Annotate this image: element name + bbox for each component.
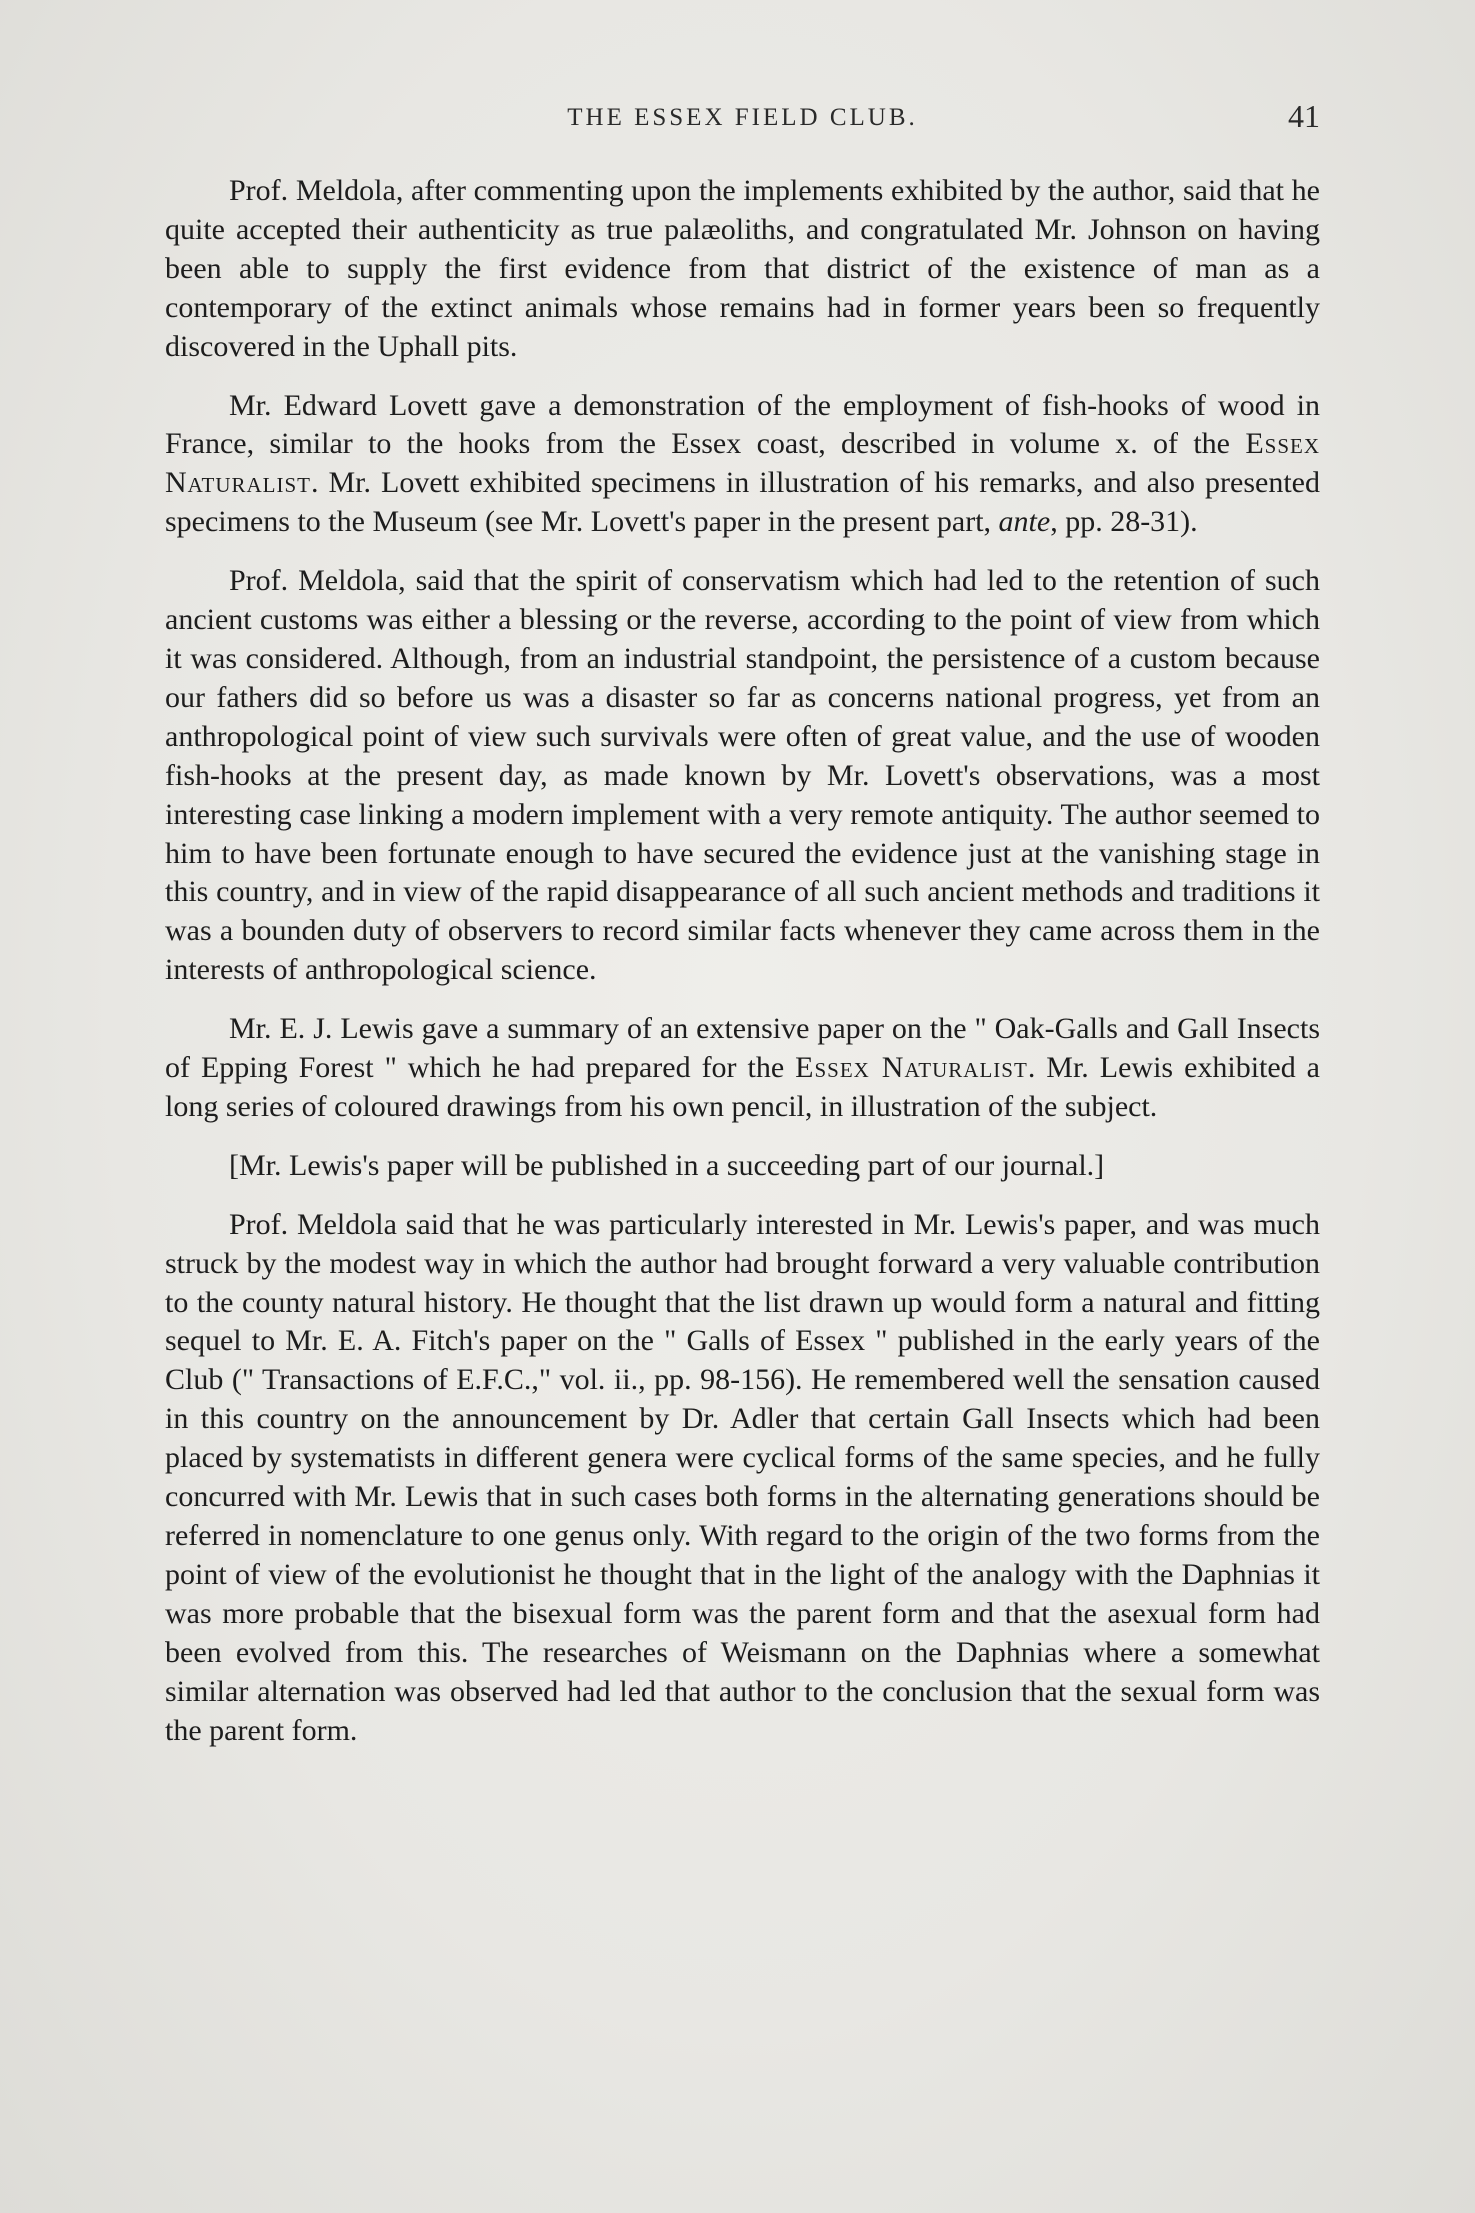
running-head: THE ESSEX FIELD CLUB.	[567, 104, 918, 131]
ante-reference: ante	[998, 505, 1051, 539]
paragraph-text: Mr. E. J. Lewis gave a summary of an extensive paper on the " Oak-Galls and Gall Insects of Epping Forest " which he had prepared for the	[165, 1012, 1320, 1085]
page-header	[165, 98, 1320, 144]
paragraph-text: . Mr. Lovett exhibited specimens in illustration of his remarks, and also presented specimens to the Museum (see Mr. Lovett's paper in the present part,	[165, 466, 1320, 539]
paragraph-text: , pp. 28-31).	[1050, 505, 1198, 539]
page-number: 41	[1288, 98, 1320, 134]
paragraph-text: Mr. Edward Lovett gave a demonstration of the employment of fish-hooks of wood in France, similar to the hooks from the Essex coast, described in volume x. of the	[165, 388, 1320, 461]
body-text	[165, 172, 1320, 1770]
paragraph-lovett-fish-hooks	[165, 387, 1320, 543]
paragraph-meldola-conservatism: Prof. Meldola, said that the spirit of conservatism which had led to the retention of such ancient customs was either a blessing or the reverse, according to the point of view from which it was considered. Although, from an industrial standpoint, the persistence of a custom because our fathers did so before us was a disaster so far as concerns national progress, yet from an anthropological point of view such survivals were often of great value, and the use of wooden fish-hooks at the present day, as made known by Mr. Lovett's observations, was a most interesting case linking a modern implement with a very remote antiquity. The author seemed to him to have been fortunate enough to have secured the evidence just at the vanishing stage in this country, and in view of the rapid disappearance of all such ancient methods and traditions it was a bounden duty of observers to record similar facts whenever they came across them in the interests of anthropological science.	[165, 564, 1320, 987]
paragraph-meldola-gall-insects: Prof. Meldola said that he was particularly interested in Mr. Lewis's paper, and was much struck by the modest way in which the author had brought forward a very valuable contribution to the county natural history. He thought that the list drawn up would form a natural and fitting sequel to Mr. E. A. Fitch's paper on the " Galls of Essex " published in the early years of the Club (" Transactions of E.F.C.," vol. ii., pp. 98-156). He remembered well the sensation caused in this country on the announcement by Dr. Adler that certain Gall Insects which had been placed by systematists in different genera were cyclical forms of the same species, and he fully concurred with Mr. Lewis that in such cases both forms in the alternating generations should be referred in nomenclature to one genus only. With regard to the origin of the two forms from the point of view of the evolutionist he thought that in the light of the analogy with the Daphnias it was more probable that the bisexual form was the parent form and that the asexual form had been evolved from this. The researches of Weismann on the Daphnias where a somewhat similar alternation was observed had led that author to the conclusion that the sexual form was the parent form.	[165, 1207, 1320, 1747]
paragraph-lewis-galls	[165, 1010, 1320, 1127]
journal-title: Essex Naturalist	[795, 1051, 1028, 1085]
paragraph-text: . Mr. Lewis exhibited a long series of coloured drawings from his own pencil, in illustration of the subject.	[165, 1051, 1320, 1123]
journal-title: Essex Naturalist	[165, 427, 1320, 500]
paragraph-editorial-note: [Mr. Lewis's paper will be published in a succeeding part of our journal.]	[229, 1148, 1105, 1182]
paragraph-meldola-palaeoliths: Prof. Meldola, after commenting upon the implements exhibited by the author, said that he quite accepted their authenticity as true palæoliths, and congratulated Mr. Johnson on having been able to supply the first evidence from that district of the existence of man as a contemporary of the extinct animals whose remains had in former years been so frequently discovered in the Uphall pits.	[165, 174, 1320, 363]
